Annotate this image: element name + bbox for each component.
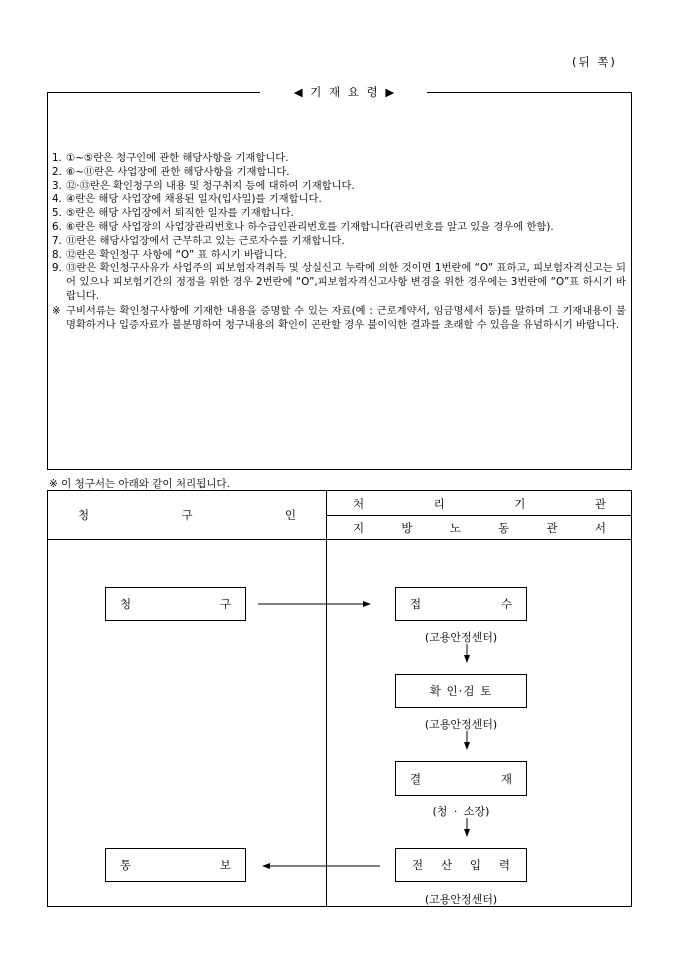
- labor-office-header: 지 방 노 동 관 서: [353, 521, 606, 535]
- triangle-right-icon: ▶: [385, 85, 395, 99]
- confirm-org-label: (고용안정센터): [424, 718, 498, 731]
- receipt-org-label: (고용안정센터): [424, 631, 498, 644]
- decision-box: 결 재: [395, 761, 527, 796]
- list-item: 2. ⑥~⑪란은 사업장에 관한 해당사항을 기재합니다.: [52, 165, 290, 178]
- confirm-review-box: 확 인·검 토: [395, 674, 527, 708]
- list-item: 3. ⑫·⑬란은 확인청구의 내용 및 청구취지 등에 대하여 기재합니다.: [52, 179, 355, 192]
- notify-box: 통 보: [105, 848, 246, 882]
- receipt-box: 접 수: [395, 587, 527, 621]
- back-page-label: (뒤 쪽): [572, 55, 617, 69]
- list-item: 1. ①~⑤란은 청구인에 관한 해당사항을 기재합니다.: [52, 152, 289, 164]
- list-item: 9. ⑬란은 확인청구사유가 사업주의 피보험자격취득 및 상실신고 누락에 의한 것이면 1번란에 “O” 표하고, 피보험자격신고는 되어 있으나 피보험기간의 정정을 위한 경우 2번란에 “O”,피보험자격신고사항 변경을 위한 경우에는 3번란에 “O”표 하시기 바랍니다.: [52, 262, 626, 302]
- process-note: ※ 이 청구서는 아래와 같이 처리됩니다.: [49, 478, 230, 490]
- data-entry-box: 전 산 입 력: [395, 848, 527, 882]
- list-item: 7. ⑪란은 해당사업장에서 근무하고 있는 근로자수를 기재합니다.: [52, 234, 345, 247]
- list-item: 4. ④란은 해당 사업장에 채용된 일자(입사일)를 기재합니다.: [52, 193, 322, 206]
- claimant-header: 청 구 인: [78, 508, 296, 522]
- claim-box: 청 구: [105, 587, 246, 621]
- triangle-left-icon: ◀: [293, 85, 303, 99]
- processing-agency-header: 처 리 기 관: [353, 497, 606, 511]
- guide-title-text: 기 재 요 령: [310, 85, 378, 99]
- list-item: 5. ⑤란은 해당 사업장에서 퇴직한 일자를 기재합니다.: [52, 207, 294, 220]
- entry-org-label: (고용안정센터): [424, 893, 498, 906]
- guide-note: ※ 구비서류는 확인청구사항에 기재한 내용을 증명할 수 있는 자료(예 : 근로계약서, 임금명세서 등)를 말하며 그 기재내용이 불명확하거나 입증자료가 불분명하여 청구내용의 확인이 곤란할 경우 불이익한 결과를 초래할 수 있음을 유념하시기 바랍니다.: [52, 304, 626, 331]
- decision-org-label: (청 · 소장): [432, 805, 490, 818]
- list-item: 8. ⑫란은 확인청구 사항에 “O” 표 하시기 바랍니다.: [52, 248, 287, 261]
- list-item: 6. ⑥란은 해당 사업장의 사업장관리번호나 하수급인관리번호를 기재합니다(관리번호를 알고 있을 경우에 한함).: [52, 220, 554, 233]
